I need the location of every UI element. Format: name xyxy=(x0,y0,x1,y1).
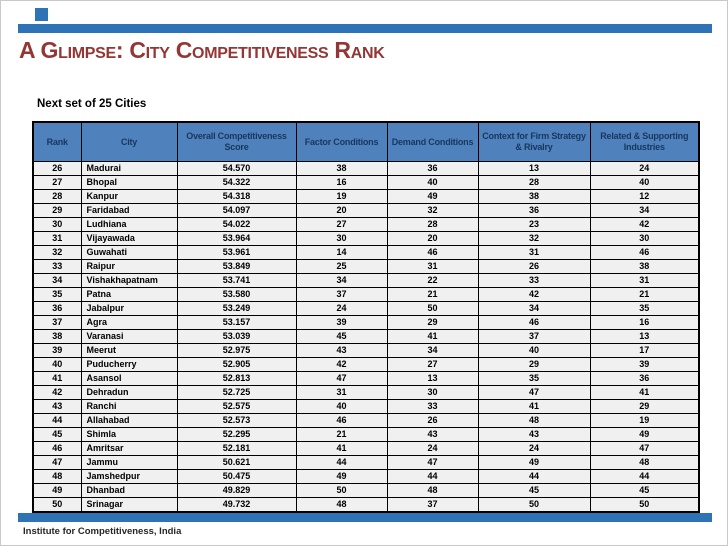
firm-strategy-cell: 36 xyxy=(478,204,590,218)
score-cell: 52.905 xyxy=(177,358,296,372)
table-header-row xyxy=(33,122,699,162)
supporting-industries-cell: 44 xyxy=(590,470,699,484)
demand-conditions-cell: 47 xyxy=(387,456,478,470)
table-row xyxy=(33,498,699,513)
demand-conditions-cell: 20 xyxy=(387,232,478,246)
demand-conditions-cell: 44 xyxy=(387,470,478,484)
demand-conditions-cell: 50 xyxy=(387,302,478,316)
firm-strategy-cell: 34 xyxy=(478,302,590,316)
rank-cell: 26 xyxy=(33,162,81,176)
table-row xyxy=(33,484,699,498)
table-row xyxy=(33,288,699,302)
city-cell: Ranchi xyxy=(81,400,177,414)
supporting-industries-cell: 13 xyxy=(590,330,699,344)
accent-square-decoration xyxy=(35,8,48,21)
table-row xyxy=(33,260,699,274)
rank-cell: 43 xyxy=(33,400,81,414)
table-row xyxy=(33,274,699,288)
factor-conditions-cell: 21 xyxy=(296,428,387,442)
table-row xyxy=(33,372,699,386)
supporting-industries-cell: 21 xyxy=(590,288,699,302)
city-cell: Dehradun xyxy=(81,386,177,400)
supporting-industries-cell: 12 xyxy=(590,190,699,204)
rank-cell: 46 xyxy=(33,442,81,456)
table-row xyxy=(33,218,699,232)
demand-conditions-cell: 46 xyxy=(387,246,478,260)
factor-conditions-cell: 47 xyxy=(296,372,387,386)
top-accent-bar xyxy=(18,24,712,33)
table-row xyxy=(33,316,699,330)
factor-conditions-cell: 40 xyxy=(296,400,387,414)
supporting-industries-cell: 39 xyxy=(590,358,699,372)
table-row xyxy=(33,204,699,218)
factor-conditions-cell: 43 xyxy=(296,344,387,358)
score-cell: 53.157 xyxy=(177,316,296,330)
score-cell: 54.318 xyxy=(177,190,296,204)
rank-cell: 49 xyxy=(33,484,81,498)
supporting-industries-cell: 31 xyxy=(590,274,699,288)
supporting-industries-cell: 38 xyxy=(590,260,699,274)
supporting-industries-cell: 48 xyxy=(590,456,699,470)
firm-strategy-cell: 44 xyxy=(478,470,590,484)
factor-conditions-cell: 46 xyxy=(296,414,387,428)
supporting-industries-cell: 16 xyxy=(590,316,699,330)
demand-conditions-cell: 36 xyxy=(387,162,478,176)
demand-conditions-cell: 40 xyxy=(387,176,478,190)
city-cell: Jabalpur xyxy=(81,302,177,316)
supporting-industries-cell: 49 xyxy=(590,428,699,442)
rank-cell: 50 xyxy=(33,498,81,513)
city-cell: Vijayawada xyxy=(81,232,177,246)
table-row xyxy=(33,232,699,246)
city-cell: Madurai xyxy=(81,162,177,176)
score-cell: 49.732 xyxy=(177,498,296,513)
supporting-industries-cell: 29 xyxy=(590,400,699,414)
city-cell: Asansol xyxy=(81,372,177,386)
firm-strategy-cell: 45 xyxy=(478,484,590,498)
score-cell: 52.725 xyxy=(177,386,296,400)
page-title: A Glimpse: City Competitiveness Rank xyxy=(19,37,385,63)
demand-conditions-cell: 24 xyxy=(387,442,478,456)
supporting-industries-cell: 46 xyxy=(590,246,699,260)
table-row xyxy=(33,456,699,470)
supporting-industries-cell: 45 xyxy=(590,484,699,498)
demand-conditions-cell: 41 xyxy=(387,330,478,344)
table-row xyxy=(33,176,699,190)
city-cell: Srinagar xyxy=(81,498,177,513)
factor-conditions-cell: 50 xyxy=(296,484,387,498)
firm-strategy-cell: 28 xyxy=(478,176,590,190)
rank-cell: 32 xyxy=(33,246,81,260)
score-cell: 54.570 xyxy=(177,162,296,176)
factor-conditions-cell: 44 xyxy=(296,456,387,470)
city-cell: Faridabad xyxy=(81,204,177,218)
supporting-industries-cell: 50 xyxy=(590,498,699,513)
demand-conditions-cell: 48 xyxy=(387,484,478,498)
demand-conditions-cell: 43 xyxy=(387,428,478,442)
score-cell: 52.181 xyxy=(177,442,296,456)
factor-conditions-cell: 20 xyxy=(296,204,387,218)
rank-cell: 40 xyxy=(33,358,81,372)
factor-conditions-cell: 14 xyxy=(296,246,387,260)
score-cell: 53.849 xyxy=(177,260,296,274)
city-cell: Varanasi xyxy=(81,330,177,344)
factor-conditions-cell: 19 xyxy=(296,190,387,204)
firm-strategy-cell: 37 xyxy=(478,330,590,344)
table-row xyxy=(33,400,699,414)
demand-conditions-cell: 30 xyxy=(387,386,478,400)
demand-conditions-cell: 37 xyxy=(387,498,478,513)
supporting-industries-cell: 19 xyxy=(590,414,699,428)
factor-conditions-cell: 41 xyxy=(296,442,387,456)
factor-conditions-cell: 25 xyxy=(296,260,387,274)
score-cell: 53.964 xyxy=(177,232,296,246)
city-cell: Meerut xyxy=(81,344,177,358)
score-cell: 53.580 xyxy=(177,288,296,302)
supporting-industries-cell: 35 xyxy=(590,302,699,316)
city-cell: Raipur xyxy=(81,260,177,274)
demand-conditions-cell: 27 xyxy=(387,358,478,372)
demand-conditions-cell: 29 xyxy=(387,316,478,330)
supporting-industries-cell: 47 xyxy=(590,442,699,456)
firm-strategy-cell: 42 xyxy=(478,288,590,302)
rank-cell: 45 xyxy=(33,428,81,442)
factor-conditions-cell: 31 xyxy=(296,386,387,400)
city-cell: Ludhiana xyxy=(81,218,177,232)
table-row xyxy=(33,358,699,372)
city-cell: Guwahati xyxy=(81,246,177,260)
rank-cell: 37 xyxy=(33,316,81,330)
score-cell: 53.741 xyxy=(177,274,296,288)
rank-cell: 38 xyxy=(33,330,81,344)
bottom-accent-bar xyxy=(18,513,712,522)
table-row xyxy=(33,162,699,176)
rank-cell: 48 xyxy=(33,470,81,484)
score-cell: 50.475 xyxy=(177,470,296,484)
demand-conditions-cell: 32 xyxy=(387,204,478,218)
column-header-4: Demand Conditions xyxy=(387,122,478,162)
column-header-5: Context for Firm Strategy & Rivalry xyxy=(478,122,590,162)
factor-conditions-cell: 48 xyxy=(296,498,387,513)
score-cell: 54.022 xyxy=(177,218,296,232)
city-cell: Jammu xyxy=(81,456,177,470)
firm-strategy-cell: 38 xyxy=(478,190,590,204)
rank-cell: 44 xyxy=(33,414,81,428)
rank-cell: 33 xyxy=(33,260,81,274)
demand-conditions-cell: 28 xyxy=(387,218,478,232)
firm-strategy-cell: 48 xyxy=(478,414,590,428)
score-cell: 53.249 xyxy=(177,302,296,316)
supporting-industries-cell: 42 xyxy=(590,218,699,232)
firm-strategy-cell: 24 xyxy=(478,442,590,456)
factor-conditions-cell: 37 xyxy=(296,288,387,302)
city-cell: Kanpur xyxy=(81,190,177,204)
score-cell: 53.039 xyxy=(177,330,296,344)
factor-conditions-cell: 49 xyxy=(296,470,387,484)
supporting-industries-cell: 30 xyxy=(590,232,699,246)
factor-conditions-cell: 16 xyxy=(296,176,387,190)
score-cell: 50.621 xyxy=(177,456,296,470)
score-cell: 49.829 xyxy=(177,484,296,498)
score-cell: 52.575 xyxy=(177,400,296,414)
firm-strategy-cell: 13 xyxy=(478,162,590,176)
table-row xyxy=(33,428,699,442)
firm-strategy-cell: 47 xyxy=(478,386,590,400)
supporting-industries-cell: 41 xyxy=(590,386,699,400)
firm-strategy-cell: 33 xyxy=(478,274,590,288)
table-row xyxy=(33,442,699,456)
table-row xyxy=(33,344,699,358)
column-header-0: Rank xyxy=(33,122,81,162)
factor-conditions-cell: 27 xyxy=(296,218,387,232)
demand-conditions-cell: 49 xyxy=(387,190,478,204)
supporting-industries-cell: 40 xyxy=(590,176,699,190)
table-caption: Next set of 25 Cities xyxy=(37,98,147,110)
factor-conditions-cell: 30 xyxy=(296,232,387,246)
firm-strategy-cell: 41 xyxy=(478,400,590,414)
firm-strategy-cell: 31 xyxy=(478,246,590,260)
city-cell: Jamshedpur xyxy=(81,470,177,484)
rank-cell: 47 xyxy=(33,456,81,470)
column-header-3: Factor Conditions xyxy=(296,122,387,162)
supporting-industries-cell: 34 xyxy=(590,204,699,218)
table-row xyxy=(33,302,699,316)
column-header-6: Related & Supporting Industries xyxy=(590,122,699,162)
score-cell: 52.975 xyxy=(177,344,296,358)
firm-strategy-cell: 43 xyxy=(478,428,590,442)
table-row xyxy=(33,414,699,428)
city-cell: Bhopal xyxy=(81,176,177,190)
column-header-2: Overall Competitiveness Score xyxy=(177,122,296,162)
score-cell: 54.322 xyxy=(177,176,296,190)
table-row xyxy=(33,386,699,400)
table-row xyxy=(33,330,699,344)
factor-conditions-cell: 45 xyxy=(296,330,387,344)
firm-strategy-cell: 46 xyxy=(478,316,590,330)
footer-attribution: Institute for Competitiveness, India xyxy=(23,526,182,537)
firm-strategy-cell: 26 xyxy=(478,260,590,274)
firm-strategy-cell: 32 xyxy=(478,232,590,246)
table-row xyxy=(33,246,699,260)
table-row xyxy=(33,190,699,204)
demand-conditions-cell: 21 xyxy=(387,288,478,302)
firm-strategy-cell: 49 xyxy=(478,456,590,470)
factor-conditions-cell: 34 xyxy=(296,274,387,288)
firm-strategy-cell: 50 xyxy=(478,498,590,513)
score-cell: 52.813 xyxy=(177,372,296,386)
score-cell: 52.573 xyxy=(177,414,296,428)
city-cell: Patna xyxy=(81,288,177,302)
demand-conditions-cell: 26 xyxy=(387,414,478,428)
score-cell: 53.961 xyxy=(177,246,296,260)
factor-conditions-cell: 24 xyxy=(296,302,387,316)
rank-cell: 39 xyxy=(33,344,81,358)
table-row xyxy=(33,470,699,484)
factor-conditions-cell: 42 xyxy=(296,358,387,372)
city-cell: Dhanbad xyxy=(81,484,177,498)
firm-strategy-cell: 35 xyxy=(478,372,590,386)
city-cell: Agra xyxy=(81,316,177,330)
city-cell: Vishakhapatnam xyxy=(81,274,177,288)
column-header-1: City xyxy=(81,122,177,162)
firm-strategy-cell: 29 xyxy=(478,358,590,372)
supporting-industries-cell: 36 xyxy=(590,372,699,386)
firm-strategy-cell: 40 xyxy=(478,344,590,358)
score-cell: 52.295 xyxy=(177,428,296,442)
rank-cell: 35 xyxy=(33,288,81,302)
factor-conditions-cell: 38 xyxy=(296,162,387,176)
demand-conditions-cell: 13 xyxy=(387,372,478,386)
rank-cell: 28 xyxy=(33,190,81,204)
rank-cell: 42 xyxy=(33,386,81,400)
demand-conditions-cell: 31 xyxy=(387,260,478,274)
rank-cell: 29 xyxy=(33,204,81,218)
demand-conditions-cell: 22 xyxy=(387,274,478,288)
city-competitiveness-table xyxy=(32,121,700,513)
score-cell: 54.097 xyxy=(177,204,296,218)
city-cell: Shimla xyxy=(81,428,177,442)
rank-cell: 30 xyxy=(33,218,81,232)
supporting-industries-cell: 24 xyxy=(590,162,699,176)
rank-cell: 31 xyxy=(33,232,81,246)
rank-cell: 36 xyxy=(33,302,81,316)
demand-conditions-cell: 33 xyxy=(387,400,478,414)
city-cell: Amritsar xyxy=(81,442,177,456)
firm-strategy-cell: 23 xyxy=(478,218,590,232)
city-cell: Puducherry xyxy=(81,358,177,372)
factor-conditions-cell: 39 xyxy=(296,316,387,330)
rank-cell: 41 xyxy=(33,372,81,386)
city-cell: Allahabad xyxy=(81,414,177,428)
rank-cell: 27 xyxy=(33,176,81,190)
supporting-industries-cell: 17 xyxy=(590,344,699,358)
demand-conditions-cell: 34 xyxy=(387,344,478,358)
rank-cell: 34 xyxy=(33,274,81,288)
